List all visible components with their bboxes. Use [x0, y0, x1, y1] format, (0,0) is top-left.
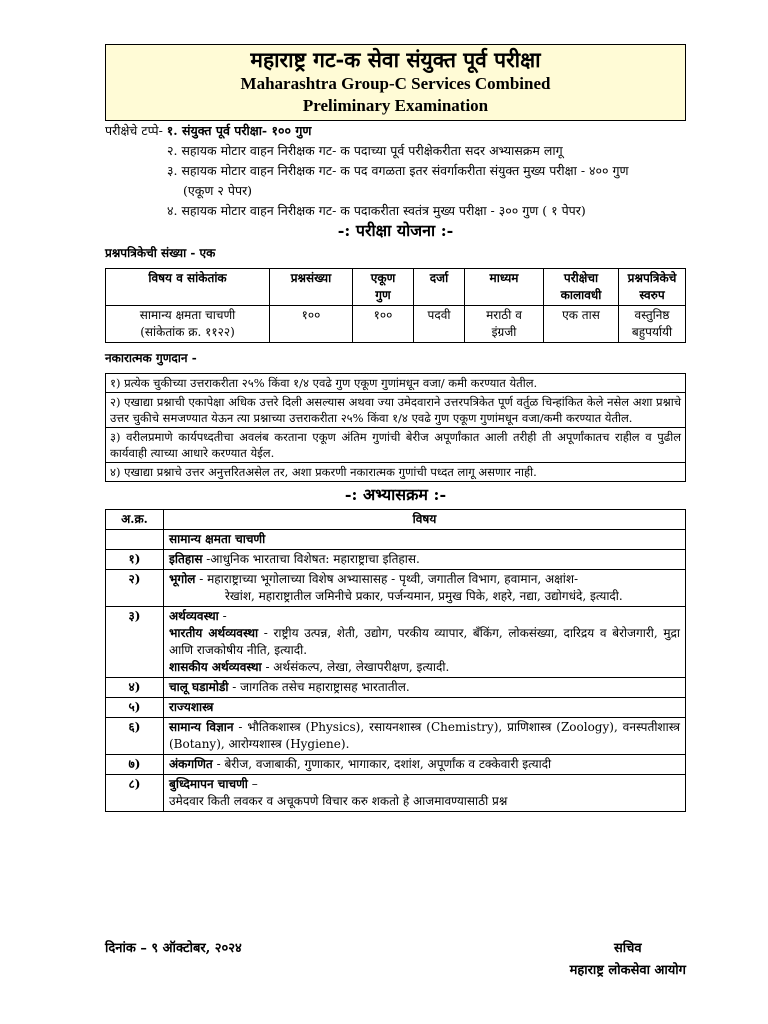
- syllabus-row: २) भूगोल - महाराष्ट्राच्या भूगोलाच्या विशेष अभ्यासासह - पृथ्वी, जगातील विभाग, हवामान, अक्षांश- रेखांश, महाराष्ट्रातील जमिनीचे प्रकार, पर्जन्यमान, प्रमुख पिके, शहरे, नद्या, उद्योगधंदे, इत्यादी.: [106, 570, 686, 607]
- paper-count: प्रश्नपत्रिकेची संख्या - एक: [105, 246, 216, 260]
- title-box: [105, 44, 686, 121]
- td-nature: वस्तुनिष्ठ बहुपर्यायी: [619, 306, 686, 343]
- syllabus-row: ८) बुध्दिमापन चाचणी – उमेदवार किती लवकर व अचूकपणे विचार करु शकतो हे आजमावण्यासाठी प्रश्न: [106, 775, 686, 812]
- stage-3-note: (एकूण २ पेपर): [183, 183, 253, 198]
- th-serial: अ.क्र.: [106, 510, 164, 530]
- negative-item-2: २) एखाद्या प्रश्नाची एकापेक्षा अधिक उत्तरे दिली असल्यास अथवा ज्या उमेदवाराने उत्तरपत्रिकेत पूर्ण वर्तुळ चिन्हांकित केले नसेल अशा प्रश्नाचे उत्तर चुकीचे समजण्यात येऊन त्या प्रश्नाच्या उत्तराकरीता २५% किंवा १/४ एवढे गुण एकूण गुणांमधून वजा/कमी करण्यात येतील.: [106, 393, 686, 428]
- syllabus-section: सामान्य क्षमता चाचणी: [164, 530, 686, 550]
- scheme-data-row: [106, 306, 686, 343]
- syllabus-heading: -: अभ्यासक्रम :-: [344, 485, 447, 504]
- scheme-header-row: [106, 269, 686, 306]
- th-questions: प्रश्नसंख्या: [270, 269, 353, 306]
- th-level: दर्जा: [414, 269, 465, 306]
- syllabus-row: ५) राज्यशास्त्र: [106, 698, 686, 718]
- scheme-table: [105, 268, 686, 343]
- th-medium: माध्यम: [465, 269, 544, 306]
- stage-1: १. संयुक्त पूर्व परीक्षा- १०० गुण: [166, 123, 312, 138]
- syllabus-header-row: [106, 510, 686, 530]
- organisation: महाराष्ट्र लोकसेवा आयोग: [569, 963, 686, 978]
- syllabus-row: ४) चालू घडामोडी - जागतिक तसेच महाराष्ट्रासह भारतातील.: [106, 678, 686, 698]
- negative-item-1: १) प्रत्येक चुकीच्या उत्तराकरीता २५% किंवा १/४ एवढे गुण एकूण गुणांमधून वजा/ कमी करण्यात येतील.: [106, 374, 686, 393]
- scheme-heading: -: परीक्षा योजना :-: [337, 221, 454, 240]
- stage-2: २. सहायक मोटार वाहन निरीक्षक गट- क पदाच्या पूर्व परीक्षेकरीता सदर अभ्यासक्रम लागू: [167, 143, 563, 158]
- td-subject: सामान्य क्षमता चाचणी (सांकेतांक क्र. ११२२): [106, 306, 270, 343]
- th-topic: विषय: [164, 510, 686, 530]
- td-marks: १००: [353, 306, 414, 343]
- syllabus-row: १) इतिहास -आधुनिक भारताचा विशेषत: महाराष्ट्राचा इतिहास.: [106, 550, 686, 570]
- td-duration: एक तास: [544, 306, 619, 343]
- td-medium: मराठी व इंग्रजी: [465, 306, 544, 343]
- syllabus-row: ६) सामान्य विज्ञान - भौतिकशास्त्र (Physics), रसायनशास्त्र (Chemistry), प्राणिशास्त्र (Zoology), वनस्पतीशास्त्र (Botany), आरोग्यशास्त्र (Hygiene).: [106, 718, 686, 755]
- exam-stages: [105, 121, 686, 221]
- th-duration: परीक्षेचा कालावधी: [544, 269, 619, 306]
- title-english-line2: Preliminary Examination: [302, 96, 489, 115]
- title-english-line1: Maharashtra Group-C Services Combined: [240, 74, 551, 93]
- th-subject: विषय व सांकेतांक: [106, 269, 270, 306]
- th-nature: प्रश्नपत्रिकेचे स्वरुप: [619, 269, 686, 306]
- designation: सचिव: [613, 941, 642, 956]
- negative-marking-table: [105, 373, 686, 482]
- negative-marking-label: नकारात्मक गुणदान -: [105, 351, 197, 365]
- td-level: पदवी: [414, 306, 465, 343]
- signatory: [570, 938, 686, 982]
- syllabus-row: ३) अर्थव्यवस्था - भारतीय अर्थव्यवस्था - राष्ट्रीय उत्पन्न, शेती, उद्योग, परकीय व्यापार, बँकिंग, लोकसंख्या, दारिद्रय व बेरोजगारी, मुद्रा आणि राजकोषीय नीति, इत्यादी. शासकीय अर्थव्यवस्था - अर्थसंकल्प, लेखा, लेखापरीक्षण, इत्यादी.: [106, 607, 686, 678]
- stage-3: ३. सहायक मोटार वाहन निरीक्षक गट- क पद वगळता इतर संवर्गाकरीता संयुक्त मुख्य परीक्षा - ४०० गुण: [167, 163, 629, 178]
- issue-date: दिनांक – ९ ऑक्टोबर, २०२४: [105, 941, 242, 956]
- syllabus-section-row: [106, 530, 686, 550]
- negative-item-4: ४) एखाद्या प्रश्नाचे उत्तर अनुत्तरितअसेल तर, अशा प्रकरणी नकारात्मक गुणांची पध्दत लागू असणार नाही.: [106, 463, 686, 482]
- stages-label: परीक्षेचे टप्पे-: [105, 123, 163, 138]
- negative-item-3: ३) वरीलप्रमाणे कार्यपध्दतीचा अवलंब करताना एकूण अंतिम गुणांची बेरीज अपूर्णांकात आली तरीही ती अपूर्णांकातच राहील व पुढील कार्यवाही त्याच्या आधारे करण्यात येईल.: [106, 428, 686, 463]
- stage-4: ४. सहायक मोटार वाहन निरीक्षक गट- क पदाकरीता स्वतंत्र मुख्य परीक्षा - ३०० गुण ( १ पेपर): [167, 203, 586, 218]
- td-questions: १००: [270, 306, 353, 343]
- title-marathi: महाराष्ट्र गट-क सेवा संयुक्त पूर्व परीक्षा: [250, 47, 541, 72]
- document-page: [105, 44, 686, 812]
- syllabus-row: ७) अंकगणित - बेरीज, वजाबाकी, गुणाकार, भागाकार, दशांश, अपूर्णांक व टक्केवारी इत्यादी: [106, 755, 686, 775]
- syllabus-table: [105, 509, 686, 812]
- th-marks: एकूण गुण: [353, 269, 414, 306]
